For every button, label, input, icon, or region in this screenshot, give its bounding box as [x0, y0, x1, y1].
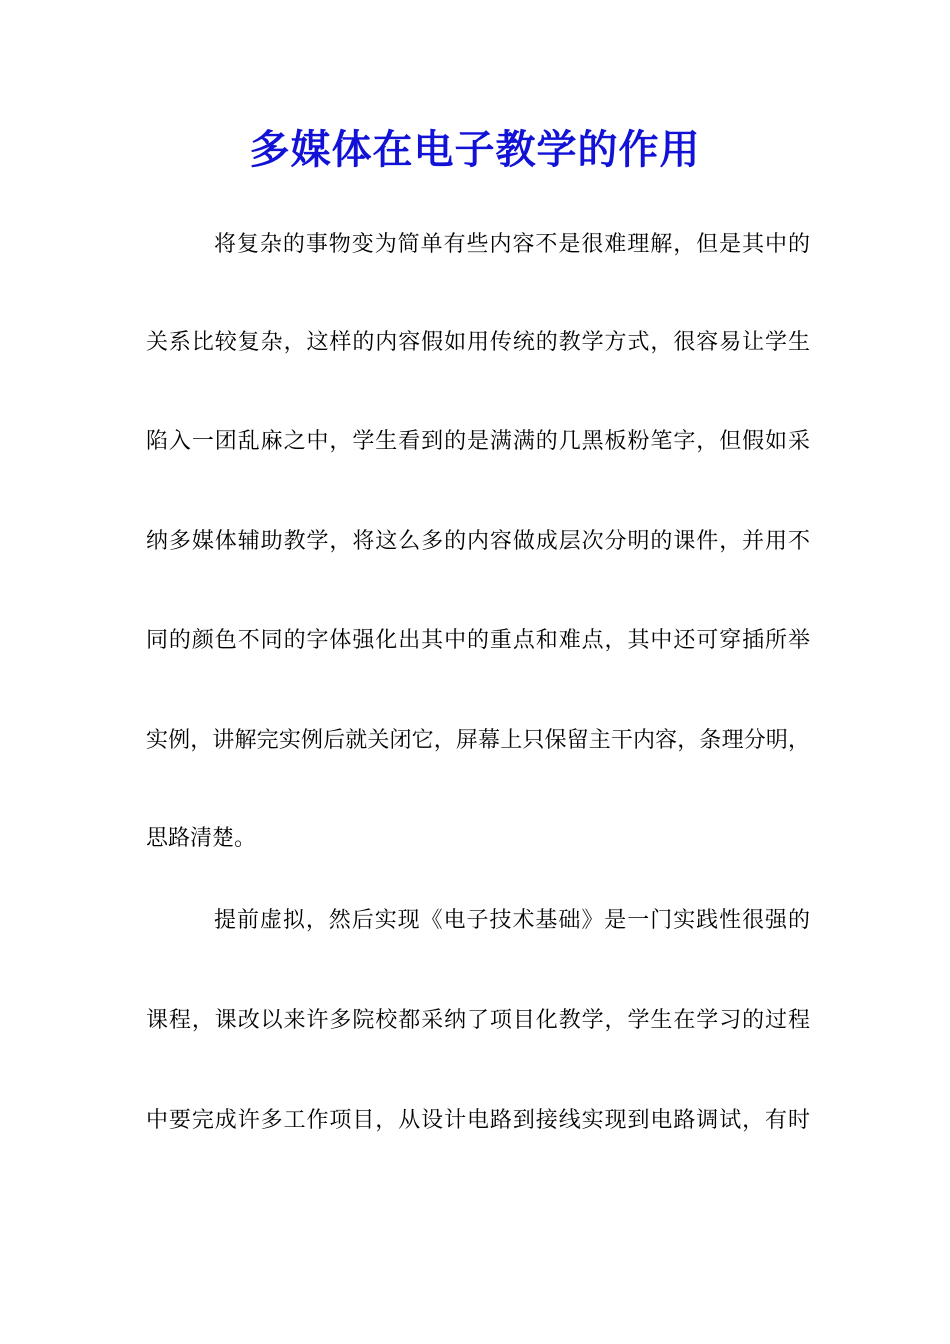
- paragraph-1-line-1: 将复杂的事物变为简单有些内容不是很难理解，但是其中的: [214, 232, 810, 257]
- paragraph-1-line-6: 实例，讲解完实例后就关闭它，屏幕上只保留主干内容，条理分明，: [146, 728, 810, 753]
- paragraph-1-line-7: 思路清楚。: [146, 826, 257, 851]
- paragraph-1-line-4: 纳多媒体辅助教学，将这么多的内容做成层次分明的课件，并用不: [146, 529, 810, 554]
- paragraph-1-line-5: 同的颜色不同的字体强化出其中的重点和难点，其中还可穿插所举: [146, 628, 810, 653]
- paragraph-2-line-1: 提前虚拟，然后实现《电子技术基础》是一门实践性很强的: [214, 908, 810, 933]
- paragraph-2-line-2: 课程，课改以来许多院校都采纳了项目化教学，学生在学习的过程: [146, 1008, 810, 1033]
- paragraph-1-line-2: 关系比较复杂，这样的内容假如用传统的教学方式，很容易让学生: [146, 330, 810, 355]
- document-title: 多媒体在电子教学的作用: [249, 126, 701, 173]
- paragraph-1-line-3: 陷入一团乱麻之中，学生看到的是满满的几黑板粉笔字，但假如采: [146, 429, 810, 454]
- paragraph-2-line-3: 中要完成许多工作项目，从设计电路到接线实现到电路调试，有时: [146, 1108, 810, 1133]
